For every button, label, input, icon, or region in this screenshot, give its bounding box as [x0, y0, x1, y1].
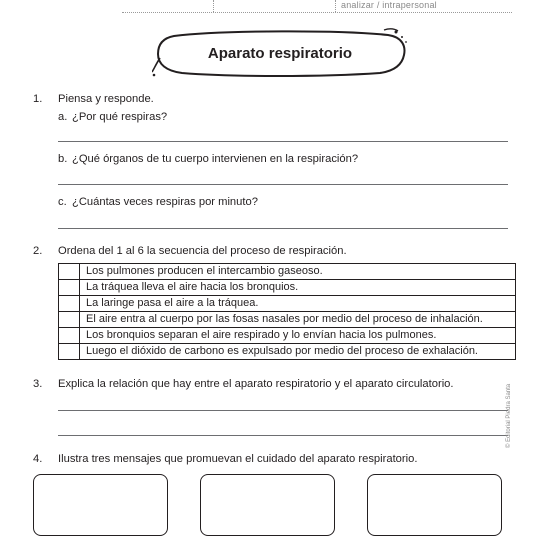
q1a-text: ¿Por qué respiras? [72, 111, 168, 123]
table-row [59, 312, 516, 328]
q2-prompt: Ordena del 1 al 6 la secuencia del proceso de respiración. [58, 245, 347, 257]
order-box[interactable] [59, 264, 80, 280]
q1-number: 1. [33, 93, 43, 105]
q1b-label: b. [58, 153, 68, 165]
q1b-text: ¿Qué órganos de tu cuerpo intervienen en la respiración? [72, 153, 359, 165]
order-box[interactable] [59, 312, 80, 328]
order-box[interactable] [59, 296, 80, 312]
q4-number: 4. [33, 453, 43, 465]
table-row [59, 296, 516, 312]
answer-line[interactable] [58, 228, 508, 229]
sequence-step: Los pulmones producen el intercambio gaseoso. [80, 264, 516, 280]
table-row [59, 344, 516, 360]
sequence-table [58, 263, 516, 360]
q3-prompt: Explica la relación que hay entre el aparato respiratorio y el aparato circulatorio. [58, 378, 454, 390]
header-tags: analizar / intrapersonal [341, 0, 437, 10]
q3-number: 3. [33, 378, 43, 390]
drawing-box[interactable] [33, 474, 168, 536]
order-box[interactable] [59, 328, 80, 344]
sequence-step: El aire entra al cuerpo por las fosas nasales por medio del proceso de inhalación. [80, 312, 516, 328]
header-rule [122, 12, 512, 13]
publisher-credit: © Editorial Piedra Santa [506, 383, 512, 448]
q4-prompt: Ilustra tres mensajes que promuevan el cuidado del aparato respiratorio. [58, 453, 418, 465]
order-box[interactable] [59, 280, 80, 296]
page-title: Aparato respiratorio [207, 45, 353, 62]
table-row [59, 328, 516, 344]
table-row [59, 264, 516, 280]
sequence-step: Los bronquios separan el aire respirado y lo envían hacia los pulmones. [80, 328, 516, 344]
answer-line[interactable] [58, 141, 508, 142]
title-badge [152, 28, 408, 78]
answer-line[interactable] [58, 410, 508, 411]
header-divider [335, 0, 336, 12]
sequence-step: Luego el dióxido de carbono es expulsado por medio del proceso de exhalación. [80, 344, 516, 360]
q1c-label: c. [58, 196, 67, 208]
q1c-text: ¿Cuántas veces respiras por minuto? [72, 196, 258, 208]
header-divider [213, 0, 214, 12]
drawing-box[interactable] [200, 474, 335, 536]
q1a-label: a. [58, 111, 68, 123]
sequence-step: La laringe pasa el aire a la tráquea. [80, 296, 516, 312]
order-box[interactable] [59, 344, 80, 360]
q1-prompt: Piensa y responde. [58, 93, 154, 105]
answer-line[interactable] [58, 435, 508, 436]
table-row [59, 280, 516, 296]
drawing-box[interactable] [367, 474, 502, 536]
q2-number: 2. [33, 245, 43, 257]
answer-line[interactable] [58, 184, 508, 185]
sequence-step: La tráquea lleva el aire hacia los bronquios. [80, 280, 516, 296]
